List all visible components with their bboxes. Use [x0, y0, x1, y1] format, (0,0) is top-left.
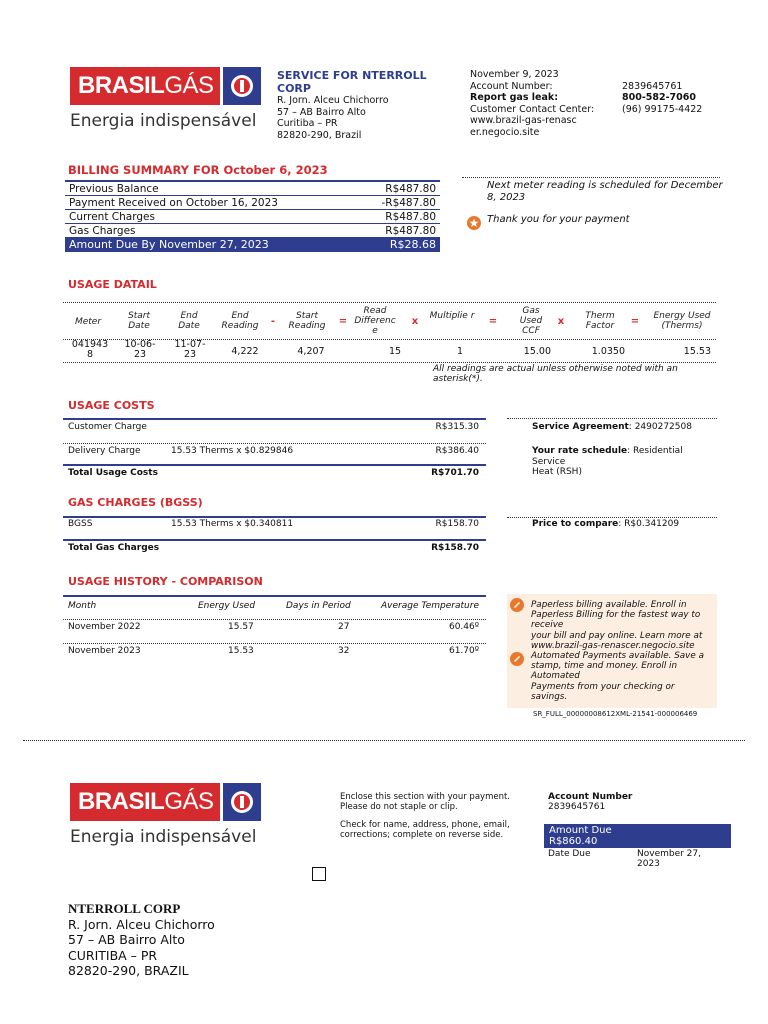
operator: =	[488, 316, 498, 327]
account-value: 2839645761	[622, 80, 683, 92]
gas-charges-title: GAS CHARGES (BGSS)	[68, 496, 203, 509]
bill-date: November 9, 2023	[470, 69, 559, 80]
star-icon	[467, 216, 481, 233]
service-agreement: Service Agreement: 2490272508	[532, 422, 692, 432]
account-label: Account Number:	[470, 80, 553, 92]
billing-summary-title: BILLING SUMMARY FOR October 6, 2023	[68, 163, 328, 177]
col-header: Start Date	[128, 311, 150, 331]
operator: -	[270, 316, 276, 327]
brand-tagline: Energia indispensável	[70, 827, 257, 847]
usage-costs-title: USAGE COSTS	[68, 399, 155, 412]
promo-text: Paperless billing available. Enroll in Paperless Billing for the fastest way to receive	[531, 600, 701, 631]
operator: =	[630, 316, 640, 327]
flame-emblem-icon	[223, 783, 261, 821]
brand-tagline: Energia indispensável	[70, 111, 257, 131]
brand-logo	[70, 783, 261, 847]
contact-label: Customer Contact Center:	[470, 103, 595, 115]
website-link[interactable]: www.brazil-gas-renascer.negocio.site	[470, 115, 577, 138]
history-row: November 2023 15.53 32 61.70º	[68, 646, 479, 656]
gas-charge-row: BGSS 15.53 Therms x $0.340811 R$158.70	[68, 519, 479, 529]
meter-reading-notice: Next meter reading is scheduled for December 8, 2023	[487, 180, 723, 203]
billing-summary-table	[65, 180, 440, 252]
address-line: R. Jorn. Alceu Chichorro	[68, 916, 215, 932]
address-line: R. Jorn. Alceu Chichorro	[277, 95, 389, 106]
cost-row: Delivery Charge 15.53 Therms x $0.829846 R$386.40	[68, 446, 479, 456]
col-header: End Date	[178, 311, 200, 331]
history-header	[68, 601, 483, 611]
address-line: CURITIBA – PR	[68, 947, 158, 963]
stub-instructions	[340, 792, 525, 840]
service-for-title: SERVICE FOR NTERROLL CORP	[277, 69, 427, 95]
address-line: 57 – AB Bairro Alto	[277, 106, 366, 118]
operator: x	[411, 316, 419, 327]
flame-emblem-icon	[223, 67, 261, 105]
rate-schedule: Your rate schedule: Residential Service Heat (RSH)	[532, 446, 683, 477]
col-header: Read Differenc e	[354, 306, 396, 336]
summary-row: Current Charges R$487.80	[65, 210, 440, 224]
col-header: End Reading	[221, 311, 259, 331]
price-to-compare: Price to compare: R$0.341209	[532, 519, 680, 529]
address-line: 57 – AB Bairro Alto	[68, 932, 185, 947]
leak-phone: 800-582-7060	[622, 92, 696, 103]
summary-row: Previous Balance R$487.80	[65, 182, 440, 196]
usage-detail-header	[63, 306, 716, 340]
stub-account: Account Number 2839645761	[548, 792, 633, 812]
tag-icon	[510, 598, 524, 615]
logo-wordmark: BRASILGÁS	[70, 783, 220, 821]
history-row: November 2022 15.57 27 60.46º	[68, 622, 479, 632]
stub-amount-due: Amount Due R$860.40	[544, 824, 731, 848]
usage-detail-title: USAGE DATAIL	[68, 278, 157, 291]
promo-box	[507, 594, 717, 708]
col-header: Average Temperature	[381, 601, 479, 611]
operator: x	[557, 316, 565, 327]
tag-icon	[510, 652, 524, 669]
cost-row: Customer Charge R$315.30	[68, 422, 479, 432]
col-header: Energy Used (Therms)	[653, 311, 711, 331]
summary-row: Gas Charges R$487.80	[65, 224, 440, 238]
col-header: Energy Used	[198, 601, 256, 611]
promo-text: Automated Payments available. Save a stamp, time and money. Enroll in Automated	[531, 651, 704, 682]
summary-row: Payment Received on October 16, 2023 -R$487.80	[65, 196, 440, 210]
promo-text: your bill and pay online. Learn more at www.brazil-gas-renascer.negocio.site	[531, 630, 703, 651]
col-header: Start Reading	[288, 311, 326, 331]
col-header: Month	[68, 601, 97, 611]
operator: =	[338, 316, 348, 327]
col-header: Gas Used CCF	[519, 306, 543, 336]
col-header: Therm Factor	[585, 311, 615, 331]
brand-logo	[70, 67, 261, 131]
customer-block	[277, 69, 447, 141]
leak-label: Report gas leak:	[470, 92, 559, 103]
header-info	[470, 69, 740, 138]
mailing-address	[68, 901, 215, 979]
total-gas-charges: Total Gas Charges R$158.70	[68, 543, 479, 553]
address-change-checkbox[interactable]	[312, 867, 326, 881]
stub-date-due: Date Due November 27, 2023	[548, 849, 701, 869]
address-line: 82820-290, BRAZIL	[68, 963, 189, 978]
contact-phone: (96) 99175-4422	[622, 103, 703, 115]
check-note: Check for name, address, phone, email, corrections; complete on reverse side.	[340, 820, 510, 840]
total-usage-costs: Total Usage Costs R$701.70	[68, 468, 479, 478]
enclose-note: Enclose this section with your payment. Please do not staple or clip.	[340, 792, 510, 812]
col-header: Multiplie r	[429, 311, 475, 321]
mailing-name: NTERROLL CORP	[68, 901, 181, 916]
thanks-notice: Thank you for your payment	[487, 214, 630, 225]
col-header: Days in Period	[286, 601, 351, 611]
usage-history-title: USAGE HISTORY - COMPARISON	[68, 575, 263, 588]
readings-footnote: All readings are actual unless otherwise noted with an asterisk(*).	[433, 364, 678, 384]
address-line: 82820-290, Brazil	[277, 129, 362, 141]
col-header: Meter	[74, 317, 102, 327]
usage-detail-row: 041943 8 10-06-23 11-07-23 4,222 4,207 15 1 15.00 1.0350 15.53	[71, 339, 711, 360]
promo-text: Payments from your checking or savings.	[531, 681, 675, 702]
amount-due-row: Amount Due By November 27, 2023 R$28.68	[65, 238, 440, 252]
tear-line	[23, 740, 745, 741]
address-line: Curitiba – PR	[277, 118, 338, 129]
scan-code: SR_FULL_00000008612XML-21541-000006469	[533, 710, 698, 718]
logo-wordmark: BRASILGÁS	[70, 67, 220, 105]
